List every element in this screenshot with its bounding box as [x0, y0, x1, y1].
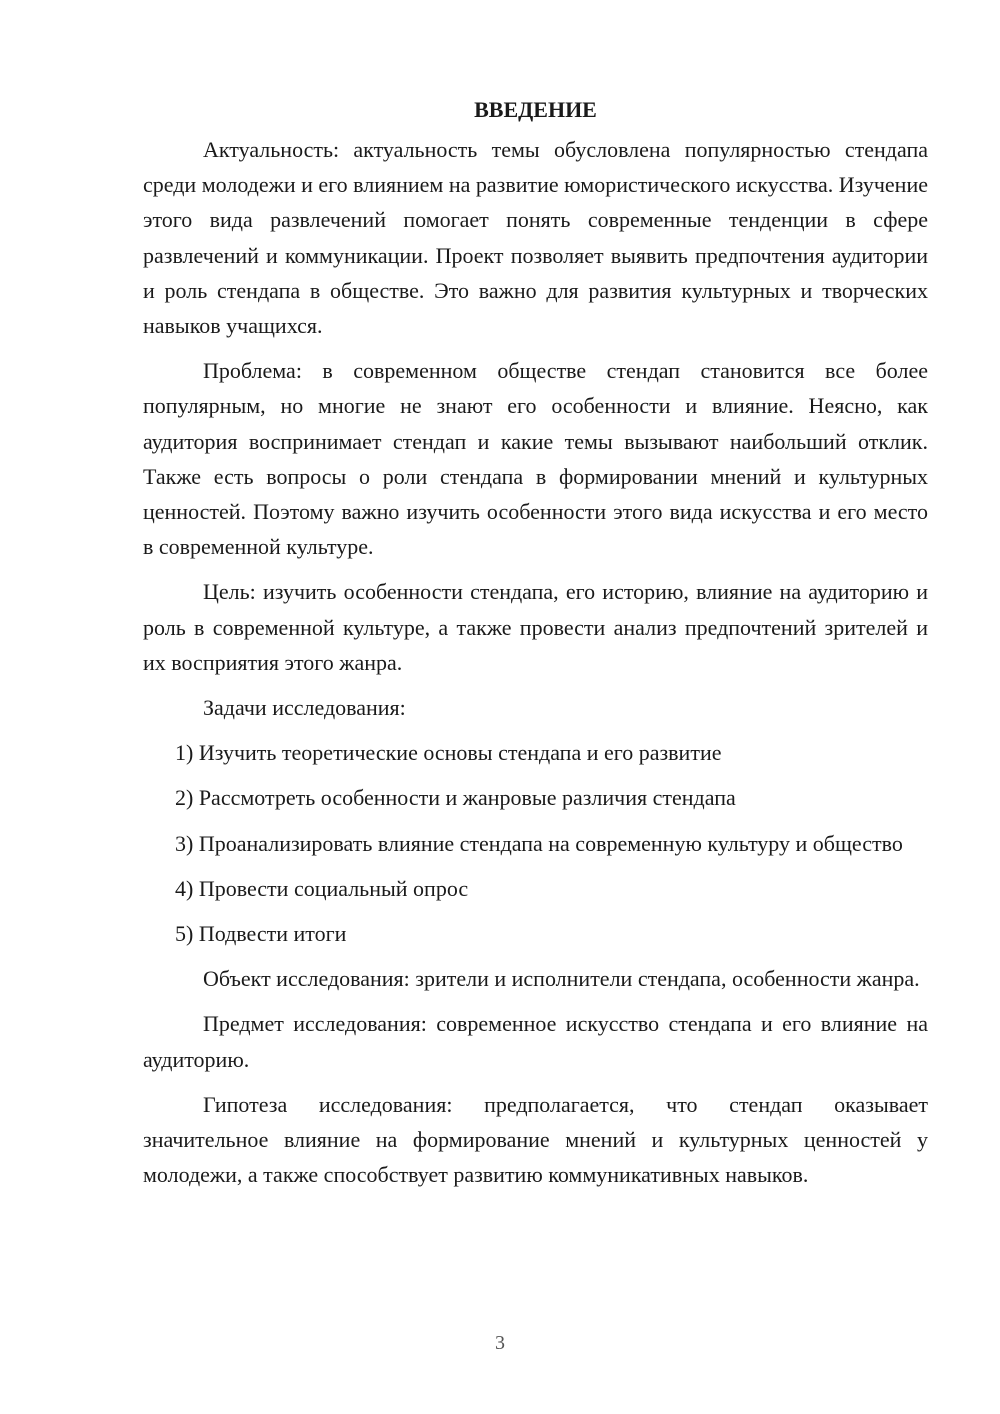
tasks-heading: Задачи исследования:	[203, 695, 406, 721]
goal-paragraph: Цель: изучить особенности стендапа, его историю, влияние на аудиторию и роль в современной культуре, а также провести анализ предпочтений зрителей и их восприятия этого жанра.	[143, 579, 928, 675]
task-item: 4) Провести социальный опрос	[175, 875, 469, 901]
page-number: 3	[495, 1332, 505, 1354]
document-heading: ВВЕДЕНИЕ	[474, 97, 597, 122]
task-item: 2) Рассмотреть особенности и жанровые различия стендапа	[175, 785, 736, 811]
relevance-paragraph: Актуальность: актуальность темы обусловлена популярностью стендапа среди молодежи и его влиянием на развитие юмористического искусства. Изучение этого вида развлечений помогает понять современные тенденции в сфере развлечений и коммуникации. Проект позволяет выявить предпочтения аудитории и роль стендапа в обществе. Это важно для развития культурных и творческих навыков учащихся.	[143, 137, 928, 339]
problem-paragraph: Проблема: в современном обществе стендап становится все более популярным, но многие не знают его особенности и влияние. Неясно, как аудитория воспринимает стендап и какие темы вызывают наибольший отклик. Также есть вопросы о роли стендапа в формировании мнений и культурных ценностей. Поэтому важно изучить особенности этого вида искусства и его место в современной культуре.	[143, 358, 928, 560]
task-item: 3) Проанализировать влияние стендапа на современную культуру и общество	[175, 830, 903, 856]
task-item: 5) Подвести итоги	[175, 921, 347, 947]
document-page	[143, 92, 928, 1202]
subject-paragraph: Предмет исследования: современное искусство стендапа и его влияние на аудиторию.	[143, 1011, 928, 1072]
object-paragraph: Объект исследования: зрители и исполнители стендапа, особенности жанра.	[203, 966, 920, 992]
hypothesis-paragraph: Гипотеза исследования: предполагается, что стендап оказывает значительное влияние на формирование мнений и культурных ценностей у молодежи, а также способствует развитию коммуникативных навыков.	[143, 1091, 928, 1188]
task-item: 1) Изучить теоретические основы стендапа и его развитие	[175, 740, 722, 766]
